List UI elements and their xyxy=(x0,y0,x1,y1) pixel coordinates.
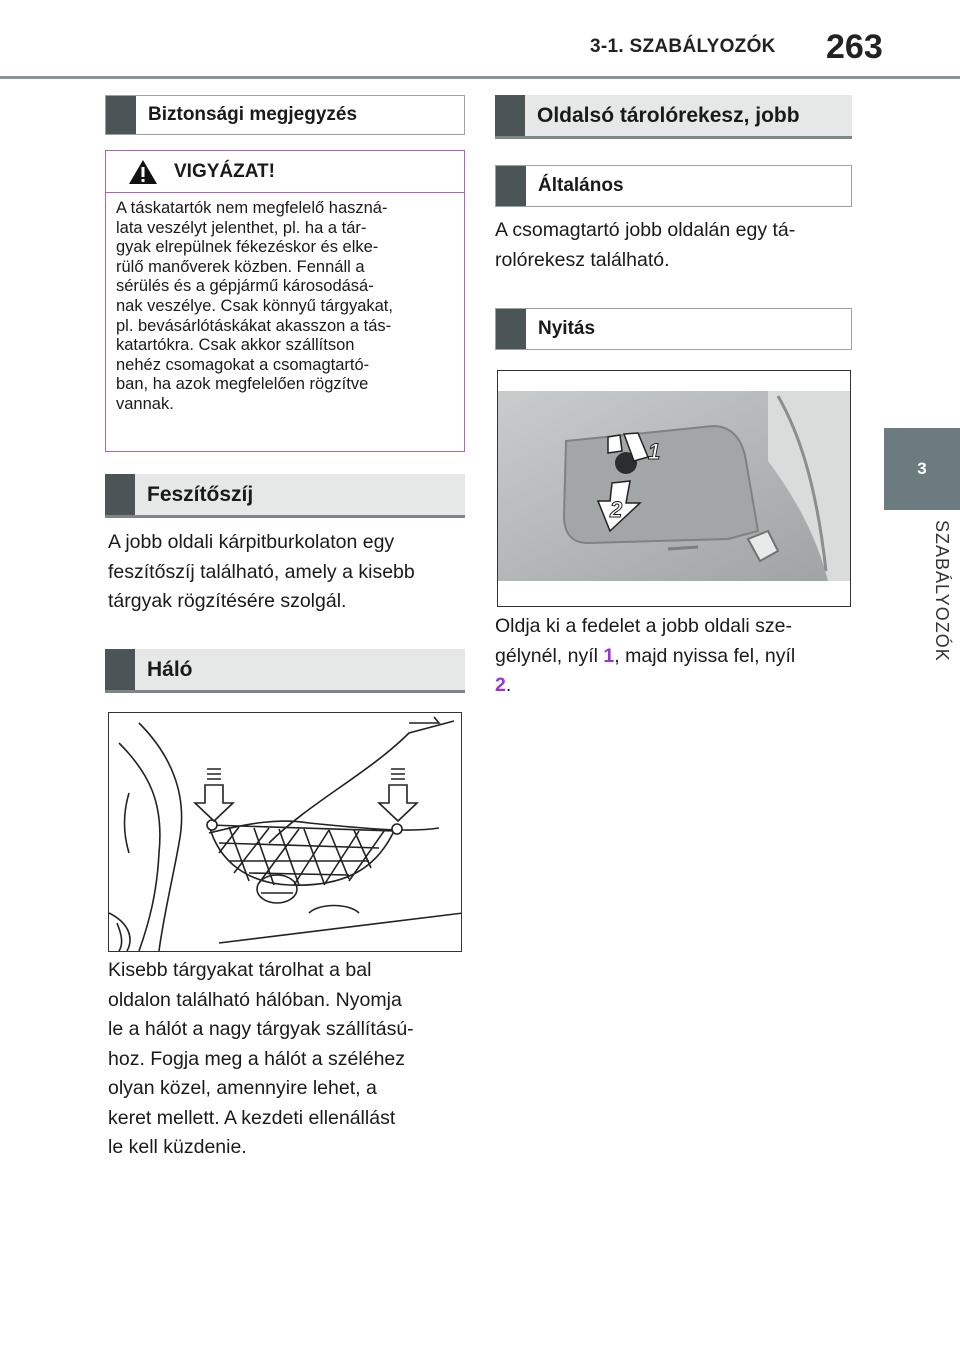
warning-line: A táskatartók nem megfelelő haszná- xyxy=(116,199,388,217)
warning-box xyxy=(105,150,465,452)
text-line xyxy=(495,642,855,672)
heading-bar xyxy=(496,309,526,349)
heading-bar xyxy=(105,649,135,690)
heading-bar xyxy=(496,166,526,206)
text-segment: , majd nyissa fel, nyíl xyxy=(614,644,796,667)
section-title: 3-1. SZABÁLYOZÓK xyxy=(590,36,776,57)
warning-line: ban, ha azok megfelelően rögzítve xyxy=(116,375,369,394)
side-compartment-heading-text: Oldalsó tárolórekesz, jobb xyxy=(537,103,800,127)
opening-heading-text: Nyitás xyxy=(538,318,596,339)
strap-paragraph xyxy=(108,528,468,617)
text-segment: . xyxy=(505,674,512,696)
compartment-photo xyxy=(497,370,851,607)
warning-line: gyak elrepülnek fékezéskor és elke- xyxy=(116,238,379,257)
warning-title: VIGYÁZAT! xyxy=(174,160,275,182)
general-heading xyxy=(495,165,852,207)
warning-header xyxy=(106,151,464,193)
text-line: A csomagtartó jobb oldalán egy tá- xyxy=(495,219,796,241)
arrow-2-label: 2 xyxy=(610,497,623,522)
warning-line: lata veszélyt jelenthet, pl. ha a tár- xyxy=(116,218,367,237)
text-line: rolórekesz található. xyxy=(495,248,670,271)
text-line: keret mellett. A kezdeti ellenállást xyxy=(108,1106,396,1129)
text-line: A jobb oldali kárpitburkolaton egy xyxy=(108,531,395,553)
warning-line: rülő manőverek közben. Fennáll a xyxy=(116,257,365,276)
text-line: le kell küzdenie. xyxy=(108,1136,247,1158)
warning-line: katartókra. Csak akkor szállítson xyxy=(116,336,355,355)
warning-line: nak veszélye. Csak könnyű tárgyakat, xyxy=(116,296,393,315)
net-heading xyxy=(105,649,465,693)
header-divider xyxy=(0,76,960,79)
heading-bar xyxy=(495,95,525,136)
safety-heading xyxy=(105,95,465,135)
arrow-number-2: 2 xyxy=(495,674,506,696)
net-paragraph xyxy=(108,956,468,1163)
warning-line: nehéz csomagokat a csomagtartó- xyxy=(116,355,370,374)
text-line: hoz. Fogja meg a hálót a széléhez xyxy=(108,1047,406,1070)
chapter-number-tab: 3 xyxy=(884,428,960,510)
general-heading-text: Általános xyxy=(538,175,624,196)
text-line: olyan közel, amennyire lehet, a xyxy=(108,1077,377,1099)
text-line: oldalon található hálóban. Nyomja xyxy=(108,988,402,1011)
page-number: 263 xyxy=(826,28,883,66)
safety-heading-text: Biztonsági megjegyzés xyxy=(148,104,358,125)
net-illustration xyxy=(108,712,462,952)
text-line: tárgyak rögzítésére szolgál. xyxy=(108,590,347,612)
heading-bar xyxy=(106,96,136,134)
net-heading-text: Háló xyxy=(147,657,193,681)
warning-line: sérülés és a gépjármű károsodásá- xyxy=(116,277,374,296)
text-line: le a hálót a nagy tárgyak szállítású- xyxy=(108,1018,414,1040)
chapter-side-label: SZABÁLYOZÓK xyxy=(932,520,952,662)
net-drawing xyxy=(109,713,462,952)
general-paragraph xyxy=(495,216,855,275)
warning-triangle-icon xyxy=(128,159,158,185)
arrow-1-label: 1 xyxy=(648,439,661,464)
text-line: Kisebb tárgyakat tárolhat a bal xyxy=(108,959,372,981)
compartment-drawing xyxy=(498,371,851,607)
side-compartment-heading xyxy=(495,95,852,139)
heading-bar xyxy=(105,474,135,515)
warning-line: pl. bevásárlótáskákat akasszon a tás- xyxy=(116,316,392,335)
text-line: feszítőszíj található, amely a kisebb xyxy=(108,560,415,583)
text-line: Oldja ki a fedelet a jobb oldali sze- xyxy=(495,615,793,637)
arrow-number-1: 1 xyxy=(603,644,615,667)
strap-heading xyxy=(105,474,465,518)
opening-paragraph xyxy=(495,612,855,701)
text-segment: gélynél, nyíl xyxy=(495,644,604,667)
warning-text xyxy=(106,193,464,415)
strap-heading-text: Feszítőszíj xyxy=(147,482,254,506)
text-line xyxy=(495,671,855,701)
warning-line: vannak. xyxy=(116,394,174,413)
opening-heading xyxy=(495,308,852,350)
